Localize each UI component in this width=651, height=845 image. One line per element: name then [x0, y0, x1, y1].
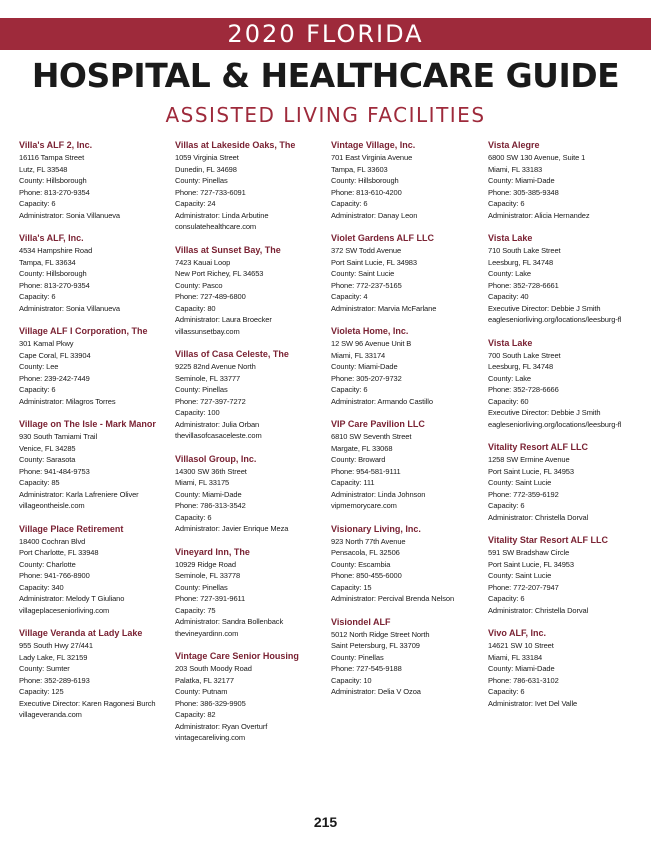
facility-detail: Phone: 352-728-6666 — [488, 385, 559, 394]
facility-entry — [331, 523, 481, 605]
facility-detail: villageplaceseniorliving.com — [19, 605, 110, 615]
facility-detail: Phone: 772-207-7947 — [488, 582, 559, 592]
facility-detail: Phone: 813-610-4200 — [331, 187, 402, 197]
facility-detail: Seminole, FL 33778 — [175, 571, 241, 580]
listing-column — [488, 139, 638, 720]
facility-detail: 14300 SW 36th Street — [175, 466, 247, 476]
facility-name: Villa's ALF, Inc. — [19, 233, 84, 243]
facility-detail: 4534 Hampshire Road — [19, 246, 93, 255]
facility-detail: Miami, FL 33183 — [488, 164, 543, 174]
facility-entry — [175, 348, 325, 442]
section-subtitle: ASSISTED LIVING FACILITIES — [165, 103, 486, 127]
facility-name: Village Place Retirement — [19, 523, 124, 534]
facility-detail: Capacity: 111 — [331, 478, 375, 487]
facility-detail: Phone: 352-289-6193 — [19, 675, 90, 685]
facility-detail: 6810 SW Seventh Street — [331, 432, 412, 441]
facility-detail: Dunedin, FL 34698 — [175, 164, 237, 174]
facility-name: Violeta Home, Inc. — [331, 326, 409, 336]
facility-detail: Capacity: 6 — [488, 501, 525, 510]
facility-detail: Phone: 305-207-9732 — [331, 373, 402, 383]
facility-detail: Phone: 352-728-6661 — [488, 280, 559, 290]
facility-detail: 710 South Lake Street — [488, 246, 561, 255]
listing-column — [331, 139, 481, 709]
facility-detail: 16116 Tampa Street — [19, 153, 85, 162]
banner-title: 2020 FLORIDA — [227, 20, 424, 48]
facility-detail: Port Charlotte, FL 33948 — [19, 548, 99, 557]
facility-name: Villas at Lakeside Oaks, The — [175, 140, 296, 150]
facility-entry — [19, 523, 169, 617]
facility-detail: County: Putnam — [175, 687, 228, 696]
facility-detail: Administrator: Julia Orban — [175, 419, 260, 429]
facility-name: Vintage Village, Inc. — [331, 140, 416, 150]
facility-detail: Capacity: 6 — [331, 385, 368, 394]
facility-detail: Capacity: 40 — [488, 292, 529, 301]
facility-detail: 372 SW Todd Avenue — [331, 246, 402, 255]
facility-detail: County: Miami-Dade — [488, 176, 555, 185]
facility-detail: Pensacola, FL 32506 — [331, 548, 400, 557]
facility-detail: 12 SW 96 Avenue Unit B — [331, 339, 412, 348]
facility-detail: Phone: 727-489-6800 — [175, 292, 246, 301]
facility-detail: Phone: 850-455-6000 — [331, 571, 402, 580]
facility-detail: Capacity: 82 — [175, 710, 216, 719]
facility-entry — [19, 325, 169, 407]
facility-detail: Capacity: 6 — [19, 199, 56, 208]
facility-detail: villageontheisle.com — [19, 501, 85, 510]
facility-detail: vintagecareliving.com — [175, 733, 246, 742]
facility-detail: 700 South Lake Street — [488, 350, 561, 360]
facility-entry — [175, 453, 325, 535]
facility-name: Vista Lake — [488, 233, 533, 243]
facility-entry — [331, 325, 481, 407]
facility-entry — [488, 337, 638, 431]
facility-detail: Port Saint Lucie, FL 34953 — [488, 559, 574, 569]
facility-detail: vipmemorycare.com — [331, 501, 397, 510]
facility-detail: Administrator: Percival Brenda Nelson — [331, 594, 455, 603]
facility-detail: Phone: 727-733-6091 — [175, 187, 246, 197]
facility-entry — [19, 627, 169, 721]
facility-detail: Margate, FL 33068 — [331, 443, 393, 453]
facility-detail: Capacity: 75 — [175, 605, 216, 615]
facility-detail: Capacity: 6 — [19, 292, 56, 301]
facility-detail: County: Lake — [488, 373, 531, 383]
facility-entry — [488, 139, 638, 221]
facility-detail: Miami, FL 33174 — [331, 350, 386, 360]
facility-detail: Phone: 941-766-8900 — [19, 571, 90, 580]
facility-detail: villageveranda.com — [19, 710, 82, 719]
facility-detail: Capacity: 85 — [19, 478, 60, 487]
facility-detail: Administrator: Ryan Overturf — [175, 721, 268, 731]
facility-name: Violet Gardens ALF LLC — [331, 233, 435, 243]
facility-detail: County: Lee — [19, 362, 59, 371]
facility-detail: Miami, FL 33184 — [488, 652, 543, 662]
facility-detail: Lady Lake, FL 32159 — [19, 652, 88, 662]
facility-detail: Executive Director: Debbie J Smith — [488, 303, 601, 313]
page-title: HOSPITAL & HEALTHCARE GUIDE — [31, 56, 620, 95]
facility-detail: eagleseniorliving.org/locations/leesburg-fl — [488, 315, 622, 324]
facility-detail: Phone: 386-329-9905 — [175, 698, 246, 708]
facility-detail: County: Saint Lucie — [488, 478, 552, 487]
facility-entry — [331, 616, 481, 698]
facility-detail: 1059 Virginia Street — [175, 153, 239, 162]
facility-detail: Capacity: 6 — [331, 199, 368, 208]
facility-detail: 1258 SW Ermine Avenue — [488, 455, 570, 464]
facility-detail: Tampa, FL 33603 — [331, 164, 388, 174]
facility-detail: 203 South Moody Road — [175, 664, 252, 673]
facility-detail: County: Miami-Dade — [175, 489, 242, 499]
facility-name: Village Veranda at Lady Lake — [19, 628, 143, 638]
facility-detail: 6800 SW 130 Avenue, Suite 1 — [488, 153, 586, 162]
facility-detail: Miami, FL 33175 — [175, 478, 230, 487]
facility-detail: Capacity: 15 — [331, 582, 372, 592]
facility-detail: County: Charlotte — [19, 559, 76, 569]
facility-detail: County: Saint Lucie — [488, 571, 552, 580]
facility-entry — [488, 627, 638, 709]
facility-detail: 701 East Virginia Avenue — [331, 153, 413, 162]
facility-detail: Phone: 813-270-9354 — [19, 280, 90, 290]
facility-detail: Capacity: 6 — [488, 594, 525, 603]
facility-entry — [175, 244, 325, 338]
facility-name: Visionary Living, Inc. — [331, 523, 421, 534]
facility-entry — [331, 232, 481, 314]
facility-detail: 301 Kamal Pkwy — [19, 339, 74, 348]
facility-detail: Administrator: Alicia Hernandez — [488, 210, 590, 220]
facility-detail: Administrator: Laura Broecker — [175, 315, 272, 324]
facility-detail: Phone: 727-545-9188 — [331, 664, 402, 673]
page-number: 215 — [313, 814, 338, 830]
facility-name: Vineyard Inn, The — [175, 546, 250, 557]
facility-detail: Capacity: 6 — [175, 512, 212, 522]
facility-detail: Capacity: 6 — [488, 687, 525, 696]
facility-detail: County: Pinellas — [175, 385, 228, 394]
facility-detail: Phone: 813-270-9354 — [19, 187, 90, 197]
facility-detail: County: Escambia — [331, 559, 391, 569]
facility-detail: eagleseniorliving.org/locations/leesburg-fl — [488, 419, 622, 429]
facility-detail: Seminole, FL 33777 — [175, 373, 241, 383]
facility-detail: Phone: 786-313-3542 — [175, 501, 246, 510]
facility-detail: Phone: 727-397-7272 — [175, 396, 246, 406]
facility-detail: County: Pasco — [175, 280, 223, 290]
facility-entry — [19, 232, 169, 314]
facility-detail: Capacity: 340 — [19, 582, 64, 592]
facility-detail: Administrator: Ivet Del Valle — [488, 698, 578, 708]
facility-entry — [488, 232, 638, 326]
facility-detail: Administrator: Karla Lafreniere Oliver — [19, 489, 139, 499]
facility-name: VIP Care Pavilion LLC — [331, 419, 425, 429]
facility-entry — [19, 418, 169, 512]
facility-detail: Phone: 786-631-3102 — [488, 675, 559, 685]
facility-detail: Administrator: Armando Castillo — [331, 396, 433, 406]
facility-detail: Administrator: Javier Enrique Meza — [175, 524, 289, 533]
facility-entry — [488, 441, 638, 523]
facility-name: Villasol Group, Inc. — [175, 453, 257, 464]
facility-detail: 18400 Cochran Blvd — [19, 536, 86, 546]
facility-detail: consulatehealthcare.com — [175, 222, 257, 231]
facility-detail: New Port Richey, FL 34653 — [175, 269, 264, 278]
facility-detail: County: Hillsborough — [331, 176, 399, 185]
facility-detail: Phone: 772-237-5165 — [331, 280, 402, 290]
facility-detail: Leesburg, FL 34748 — [488, 362, 554, 371]
facility-detail: Capacity: 100 — [175, 408, 220, 417]
facility-name: Vintage Care Senior Housing — [175, 651, 299, 661]
facility-detail: 955 South Hwy 27/441 — [19, 641, 93, 650]
facility-detail: Administrator: Sonia Villanueva — [19, 210, 120, 220]
facility-detail: County: Saint Lucie — [331, 269, 395, 278]
facility-detail: 14621 SW 10 Street — [488, 641, 554, 650]
facility-detail: thevillasofcasaceleste.com — [175, 431, 262, 440]
facility-detail: County: Pinellas — [331, 652, 384, 662]
facility-entry — [175, 139, 325, 233]
facility-entry — [488, 534, 638, 616]
facility-entry — [19, 139, 169, 221]
facility-entry — [331, 418, 481, 512]
facility-name: Villas at Sunset Bay, The — [175, 244, 281, 255]
facility-name: Villas of Casa Celeste, The — [175, 349, 289, 359]
listing-column — [175, 139, 325, 755]
facility-detail: Administrator: Danay Leon — [331, 210, 418, 220]
facility-detail: Cape Coral, FL 33904 — [19, 350, 91, 360]
facility-detail: 930 South Tamiami Trail — [19, 432, 98, 441]
facility-detail: Administrator: Delia V Ozoa — [331, 687, 421, 696]
facility-name: Visiondel ALF — [331, 616, 391, 627]
facility-entry — [175, 650, 325, 744]
facility-detail: County: Miami-Dade — [488, 664, 555, 673]
facility-detail: Port Saint Lucie, FL 34953 — [488, 466, 574, 476]
facility-detail: Capacity: 4 — [331, 292, 368, 301]
facility-detail: Phone: 772-359-6192 — [488, 489, 559, 499]
facility-detail: County: Pinellas — [175, 582, 228, 592]
facility-detail: 591 SW Bradshaw Circle — [488, 548, 570, 557]
facility-detail: Saint Petersburg, FL 33709 — [331, 641, 420, 650]
facility-detail: Administrator: Christella Dorval — [488, 605, 589, 615]
facility-detail: Phone: 941-484-9753 — [19, 466, 90, 476]
facility-detail: Capacity: 24 — [175, 199, 216, 208]
facility-detail: Capacity: 10 — [331, 675, 372, 685]
facility-detail: Capacity: 80 — [175, 303, 216, 313]
facility-detail: Administrator: Sonia Villanueva — [19, 303, 120, 313]
facility-detail: County: Miami-Dade — [331, 362, 398, 371]
facility-detail: Phone: 305-385-9348 — [488, 187, 559, 197]
facility-detail: Executive Director: Debbie J Smith — [488, 408, 601, 417]
listing-column — [19, 139, 169, 732]
facility-detail: Administrator: Marvia McFarlane — [331, 303, 437, 313]
facility-detail: Executive Director: Karen Ragonesi Burch — [19, 698, 156, 708]
facility-name: Vista Alegre — [488, 140, 540, 150]
facility-detail: Phone: 727-391-9611 — [175, 594, 246, 603]
facility-detail: 923 North 77th Avenue — [331, 536, 406, 546]
facility-entry — [331, 139, 481, 221]
facility-detail: County: Broward — [331, 455, 386, 464]
facility-detail: County: Lake — [488, 269, 531, 278]
facility-name: Village ALF I Corporation, The — [19, 326, 148, 336]
header-banner — [0, 18, 651, 50]
facility-detail: County: Hillsborough — [19, 269, 87, 278]
facility-detail: 9225 82nd Avenue North — [175, 362, 256, 371]
facility-name: Vista Lake — [488, 337, 533, 348]
facility-detail: Administrator: Linda Johnson — [331, 489, 426, 499]
facility-detail: villassunsetbay.com — [175, 326, 240, 336]
facility-detail: Lutz, FL 33548 — [19, 164, 68, 174]
facility-detail: Administrator: Sandra Bollenback — [175, 617, 284, 626]
facility-detail: Capacity: 60 — [488, 396, 529, 406]
facility-detail: 5012 North Ridge Street North — [331, 629, 430, 639]
facility-detail: County: Hillsborough — [19, 176, 87, 185]
facility-name: Vitality Star Resort ALF LLC — [488, 535, 609, 545]
facility-detail: County: Sumter — [19, 664, 70, 673]
facility-name: Vivo ALF, Inc. — [488, 628, 547, 638]
facility-detail: Capacity: 125 — [19, 687, 64, 696]
facility-name: Villa's ALF 2, Inc. — [19, 140, 93, 150]
facility-detail: Administrator: Melody T Giuliano — [19, 594, 125, 603]
facility-detail: County: Sarasota — [19, 455, 76, 464]
facility-detail: Capacity: 6 — [19, 385, 56, 394]
facility-detail: Capacity: 6 — [488, 199, 525, 208]
facility-detail: Administrator: Christella Dorval — [488, 512, 589, 522]
facility-detail: Phone: 954-581-9111 — [331, 466, 401, 476]
facility-detail: Administrator: Milagros Torres — [19, 396, 116, 406]
facility-detail: Tampa, FL 33634 — [19, 257, 76, 267]
facility-entry — [175, 546, 325, 640]
facility-detail: Phone: 239-242-7449 — [19, 373, 90, 383]
facility-detail: Palatka, FL 32177 — [175, 675, 234, 685]
facility-detail: Port Saint Lucie, FL 34983 — [331, 257, 417, 267]
facility-detail: Leesburg, FL 34748 — [488, 257, 554, 267]
facility-detail: 7423 Kauai Loop — [175, 257, 231, 267]
facility-detail: 10929 Ridge Road — [175, 559, 236, 569]
facility-name: Vitality Resort ALF LLC — [488, 442, 589, 452]
facility-name: Village on The Isle - Mark Manor — [19, 419, 156, 429]
facility-detail: thevineyardinn.com — [175, 628, 239, 638]
facility-detail: County: Pinellas — [175, 176, 228, 185]
facility-detail: Administrator: Linda Arbutine — [175, 210, 269, 220]
facility-detail: Venice, FL 34285 — [19, 443, 76, 453]
